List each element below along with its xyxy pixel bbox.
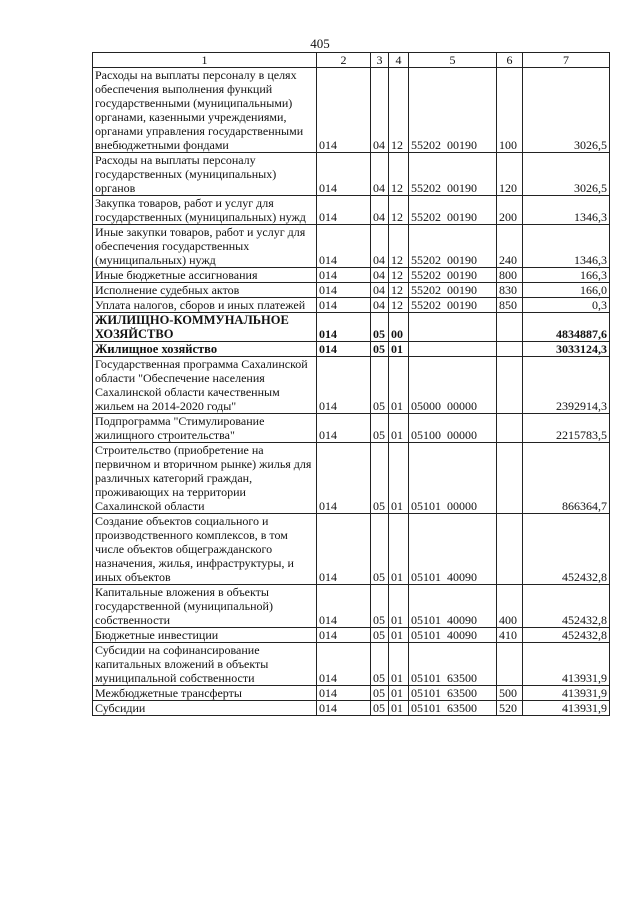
row-subsection-cell: 01 bbox=[389, 701, 409, 716]
row-subsection-cell: 12 bbox=[389, 298, 409, 313]
budget-table bbox=[92, 52, 610, 716]
table-row bbox=[93, 357, 610, 414]
row-amount-cell: 866364,7 bbox=[523, 443, 610, 514]
row-target-article-cell: 05100 00000 bbox=[409, 414, 497, 443]
row-subsection-cell: 01 bbox=[389, 357, 409, 414]
row-amount-cell: 413931,9 bbox=[523, 701, 610, 716]
row-subsection-cell: 12 bbox=[389, 196, 409, 225]
row-subsection-cell: 12 bbox=[389, 153, 409, 196]
row-name-cell: Субсидии bbox=[93, 701, 317, 716]
row-name-cell: Уплата налогов, сборов и иных платежей bbox=[93, 298, 317, 313]
row-subsection-cell: 12 bbox=[389, 283, 409, 298]
row-amount-cell: 413931,9 bbox=[523, 686, 610, 701]
row-expense-type-cell bbox=[497, 342, 523, 357]
table-row bbox=[93, 414, 610, 443]
row-subsection-cell: 01 bbox=[389, 628, 409, 643]
row-name-cell: Бюджетные инвестиции bbox=[93, 628, 317, 643]
row-target-article-cell bbox=[409, 313, 497, 342]
row-code-cell: 014 bbox=[317, 298, 371, 313]
row-code-cell: 014 bbox=[317, 313, 371, 342]
row-section-cell: 04 bbox=[371, 196, 389, 225]
table-row bbox=[93, 283, 610, 298]
row-section-cell: 05 bbox=[371, 585, 389, 628]
row-code-cell: 014 bbox=[317, 628, 371, 643]
row-name-cell: Подпрограмма "Стимулирование жилищного строительства" bbox=[93, 414, 317, 443]
table-body bbox=[93, 68, 610, 716]
row-code-cell: 014 bbox=[317, 443, 371, 514]
row-name-cell: Расходы на выплаты персоналу в целях обеспечения выполнения функций государственными (муниципальными) органами, казенными учреждениями, органами управления государственными внебюджетными фондами bbox=[93, 68, 317, 153]
row-subsection-cell: 00 bbox=[389, 313, 409, 342]
row-name-cell: Государственная программа Сахалинской области "Обеспечение населения Сахалинской области качественным жильем на 2014-2020 годы" bbox=[93, 357, 317, 414]
row-amount-cell: 4834887,6 bbox=[523, 313, 610, 342]
row-expense-type-cell: 830 bbox=[497, 283, 523, 298]
row-section-cell: 05 bbox=[371, 628, 389, 643]
row-name-cell: Капитальные вложения в объекты государственной (муниципальной) собственности bbox=[93, 585, 317, 628]
row-section-cell: 05 bbox=[371, 686, 389, 701]
row-subsection-cell: 12 bbox=[389, 268, 409, 283]
row-section-cell: 04 bbox=[371, 283, 389, 298]
row-amount-cell: 452432,8 bbox=[523, 585, 610, 628]
row-name-cell: Иные закупки товаров, работ и услуг для обеспечения государственных (муниципальных) нужд bbox=[93, 225, 317, 268]
row-expense-type-cell bbox=[497, 643, 523, 686]
row-amount-cell: 1346,3 bbox=[523, 196, 610, 225]
row-name-cell: Закупка товаров, работ и услуг для государственных (муниципальных) нужд bbox=[93, 196, 317, 225]
table-row bbox=[93, 196, 610, 225]
row-expense-type-cell bbox=[497, 414, 523, 443]
row-amount-cell: 413931,9 bbox=[523, 643, 610, 686]
row-section-cell: 05 bbox=[371, 443, 389, 514]
row-subsection-cell: 01 bbox=[389, 342, 409, 357]
table-row bbox=[93, 225, 610, 268]
row-expense-type-cell bbox=[497, 313, 523, 342]
row-expense-type-cell: 100 bbox=[497, 68, 523, 153]
row-section-cell: 04 bbox=[371, 153, 389, 196]
row-subsection-cell: 01 bbox=[389, 643, 409, 686]
row-section-cell: 05 bbox=[371, 701, 389, 716]
header-col-6: 6 bbox=[497, 53, 523, 68]
table-row bbox=[93, 68, 610, 153]
header-col-7: 7 bbox=[523, 53, 610, 68]
row-section-cell: 05 bbox=[371, 514, 389, 585]
header-col-2: 2 bbox=[317, 53, 371, 68]
table-row bbox=[93, 153, 610, 196]
row-expense-type-cell: 410 bbox=[497, 628, 523, 643]
row-expense-type-cell: 120 bbox=[497, 153, 523, 196]
row-name-cell: Субсидии на софинансирование капитальных вложений в объекты муниципальной собственности bbox=[93, 643, 317, 686]
row-section-cell: 05 bbox=[371, 643, 389, 686]
table-row bbox=[93, 701, 610, 716]
row-amount-cell: 1346,3 bbox=[523, 225, 610, 268]
row-subsection-cell: 01 bbox=[389, 514, 409, 585]
row-section-cell: 05 bbox=[371, 357, 389, 414]
row-section-cell: 04 bbox=[371, 68, 389, 153]
row-code-cell: 014 bbox=[317, 686, 371, 701]
row-section-cell: 05 bbox=[371, 342, 389, 357]
row-expense-type-cell: 240 bbox=[497, 225, 523, 268]
row-code-cell: 014 bbox=[317, 153, 371, 196]
row-subsection-cell: 01 bbox=[389, 443, 409, 514]
row-target-article-cell: 55202 00190 bbox=[409, 196, 497, 225]
row-name-cell: Иные бюджетные ассигнования bbox=[93, 268, 317, 283]
row-amount-cell: 3026,5 bbox=[523, 68, 610, 153]
row-expense-type-cell: 400 bbox=[497, 585, 523, 628]
row-code-cell: 014 bbox=[317, 643, 371, 686]
row-subsection-cell: 01 bbox=[389, 414, 409, 443]
row-code-cell: 014 bbox=[317, 514, 371, 585]
table-row bbox=[93, 628, 610, 643]
page-number: 405 bbox=[310, 36, 330, 51]
row-code-cell: 014 bbox=[317, 701, 371, 716]
row-expense-type-cell bbox=[497, 443, 523, 514]
row-expense-type-cell bbox=[497, 514, 523, 585]
row-expense-type-cell: 850 bbox=[497, 298, 523, 313]
table-row bbox=[93, 268, 610, 283]
row-expense-type-cell: 200 bbox=[497, 196, 523, 225]
row-name-cell: Строительство (приобретение на первичном и вторичном рынке) жилья для различных категорий граждан, проживающих на территории Сахалинской области bbox=[93, 443, 317, 514]
row-name-cell: ЖИЛИЩНО-КОММУНАЛЬНОЕ ХОЗЯЙСТВО bbox=[93, 313, 317, 342]
row-code-cell: 014 bbox=[317, 283, 371, 298]
row-target-article-cell: 55202 00190 bbox=[409, 225, 497, 268]
row-target-article-cell: 55202 00190 bbox=[409, 268, 497, 283]
row-amount-cell: 166,0 bbox=[523, 283, 610, 298]
row-expense-type-cell: 800 bbox=[497, 268, 523, 283]
row-target-article-cell: 55202 00190 bbox=[409, 68, 497, 153]
row-target-article-cell: 55202 00190 bbox=[409, 298, 497, 313]
row-amount-cell: 0,3 bbox=[523, 298, 610, 313]
row-target-article-cell: 05101 63500 bbox=[409, 701, 497, 716]
row-target-article-cell: 05101 63500 bbox=[409, 643, 497, 686]
row-code-cell: 014 bbox=[317, 68, 371, 153]
row-target-article-cell: 05101 63500 bbox=[409, 686, 497, 701]
row-code-cell: 014 bbox=[317, 342, 371, 357]
row-amount-cell: 452432,8 bbox=[523, 514, 610, 585]
row-section-cell: 04 bbox=[371, 268, 389, 283]
row-amount-cell: 3033124,3 bbox=[523, 342, 610, 357]
header-col-3: 3 bbox=[371, 53, 389, 68]
row-code-cell: 014 bbox=[317, 357, 371, 414]
header-col-4: 4 bbox=[389, 53, 409, 68]
row-code-cell: 014 bbox=[317, 268, 371, 283]
row-target-article-cell: 55202 00190 bbox=[409, 283, 497, 298]
row-code-cell: 014 bbox=[317, 585, 371, 628]
row-code-cell: 014 bbox=[317, 196, 371, 225]
row-subsection-cell: 01 bbox=[389, 585, 409, 628]
row-amount-cell: 452432,8 bbox=[523, 628, 610, 643]
header-col-5: 5 bbox=[409, 53, 497, 68]
row-subsection-cell: 12 bbox=[389, 68, 409, 153]
row-amount-cell: 166,3 bbox=[523, 268, 610, 283]
row-name-cell: Создание объектов социального и производственного комплексов, в том числе объектов общегражданского назначения, жилья, инфраструктуры, и иных объектов bbox=[93, 514, 317, 585]
row-name-cell: Исполнение судебных актов bbox=[93, 283, 317, 298]
table-row bbox=[93, 686, 610, 701]
row-subsection-cell: 01 bbox=[389, 686, 409, 701]
table-row bbox=[93, 342, 610, 357]
row-name-cell: Межбюджетные трансферты bbox=[93, 686, 317, 701]
row-amount-cell: 2215783,5 bbox=[523, 414, 610, 443]
row-amount-cell: 3026,5 bbox=[523, 153, 610, 196]
table-row bbox=[93, 443, 610, 514]
row-expense-type-cell: 500 bbox=[497, 686, 523, 701]
table-row bbox=[93, 643, 610, 686]
row-expense-type-cell: 520 bbox=[497, 701, 523, 716]
header-col-1: 1 bbox=[93, 53, 317, 68]
row-name-cell: Расходы на выплаты персоналу государственных (муниципальных) органов bbox=[93, 153, 317, 196]
row-code-cell: 014 bbox=[317, 225, 371, 268]
row-section-cell: 05 bbox=[371, 414, 389, 443]
row-code-cell: 014 bbox=[317, 414, 371, 443]
row-section-cell: 05 bbox=[371, 313, 389, 342]
row-name-cell: Жилищное хозяйство bbox=[93, 342, 317, 357]
row-section-cell: 04 bbox=[371, 298, 389, 313]
row-target-article-cell: 05101 40090 bbox=[409, 585, 497, 628]
row-target-article-cell: 05101 40090 bbox=[409, 514, 497, 585]
row-section-cell: 04 bbox=[371, 225, 389, 268]
header-row bbox=[93, 53, 610, 68]
table-row bbox=[93, 585, 610, 628]
row-target-article-cell: 05000 00000 bbox=[409, 357, 497, 414]
row-expense-type-cell bbox=[497, 357, 523, 414]
row-target-article-cell: 05101 00000 bbox=[409, 443, 497, 514]
row-target-article-cell: 55202 00190 bbox=[409, 153, 497, 196]
row-target-article-cell: 05101 40090 bbox=[409, 628, 497, 643]
table-row bbox=[93, 514, 610, 585]
row-amount-cell: 2392914,3 bbox=[523, 357, 610, 414]
row-target-article-cell bbox=[409, 342, 497, 357]
row-subsection-cell: 12 bbox=[389, 225, 409, 268]
table-row bbox=[93, 313, 610, 342]
table-row bbox=[93, 298, 610, 313]
